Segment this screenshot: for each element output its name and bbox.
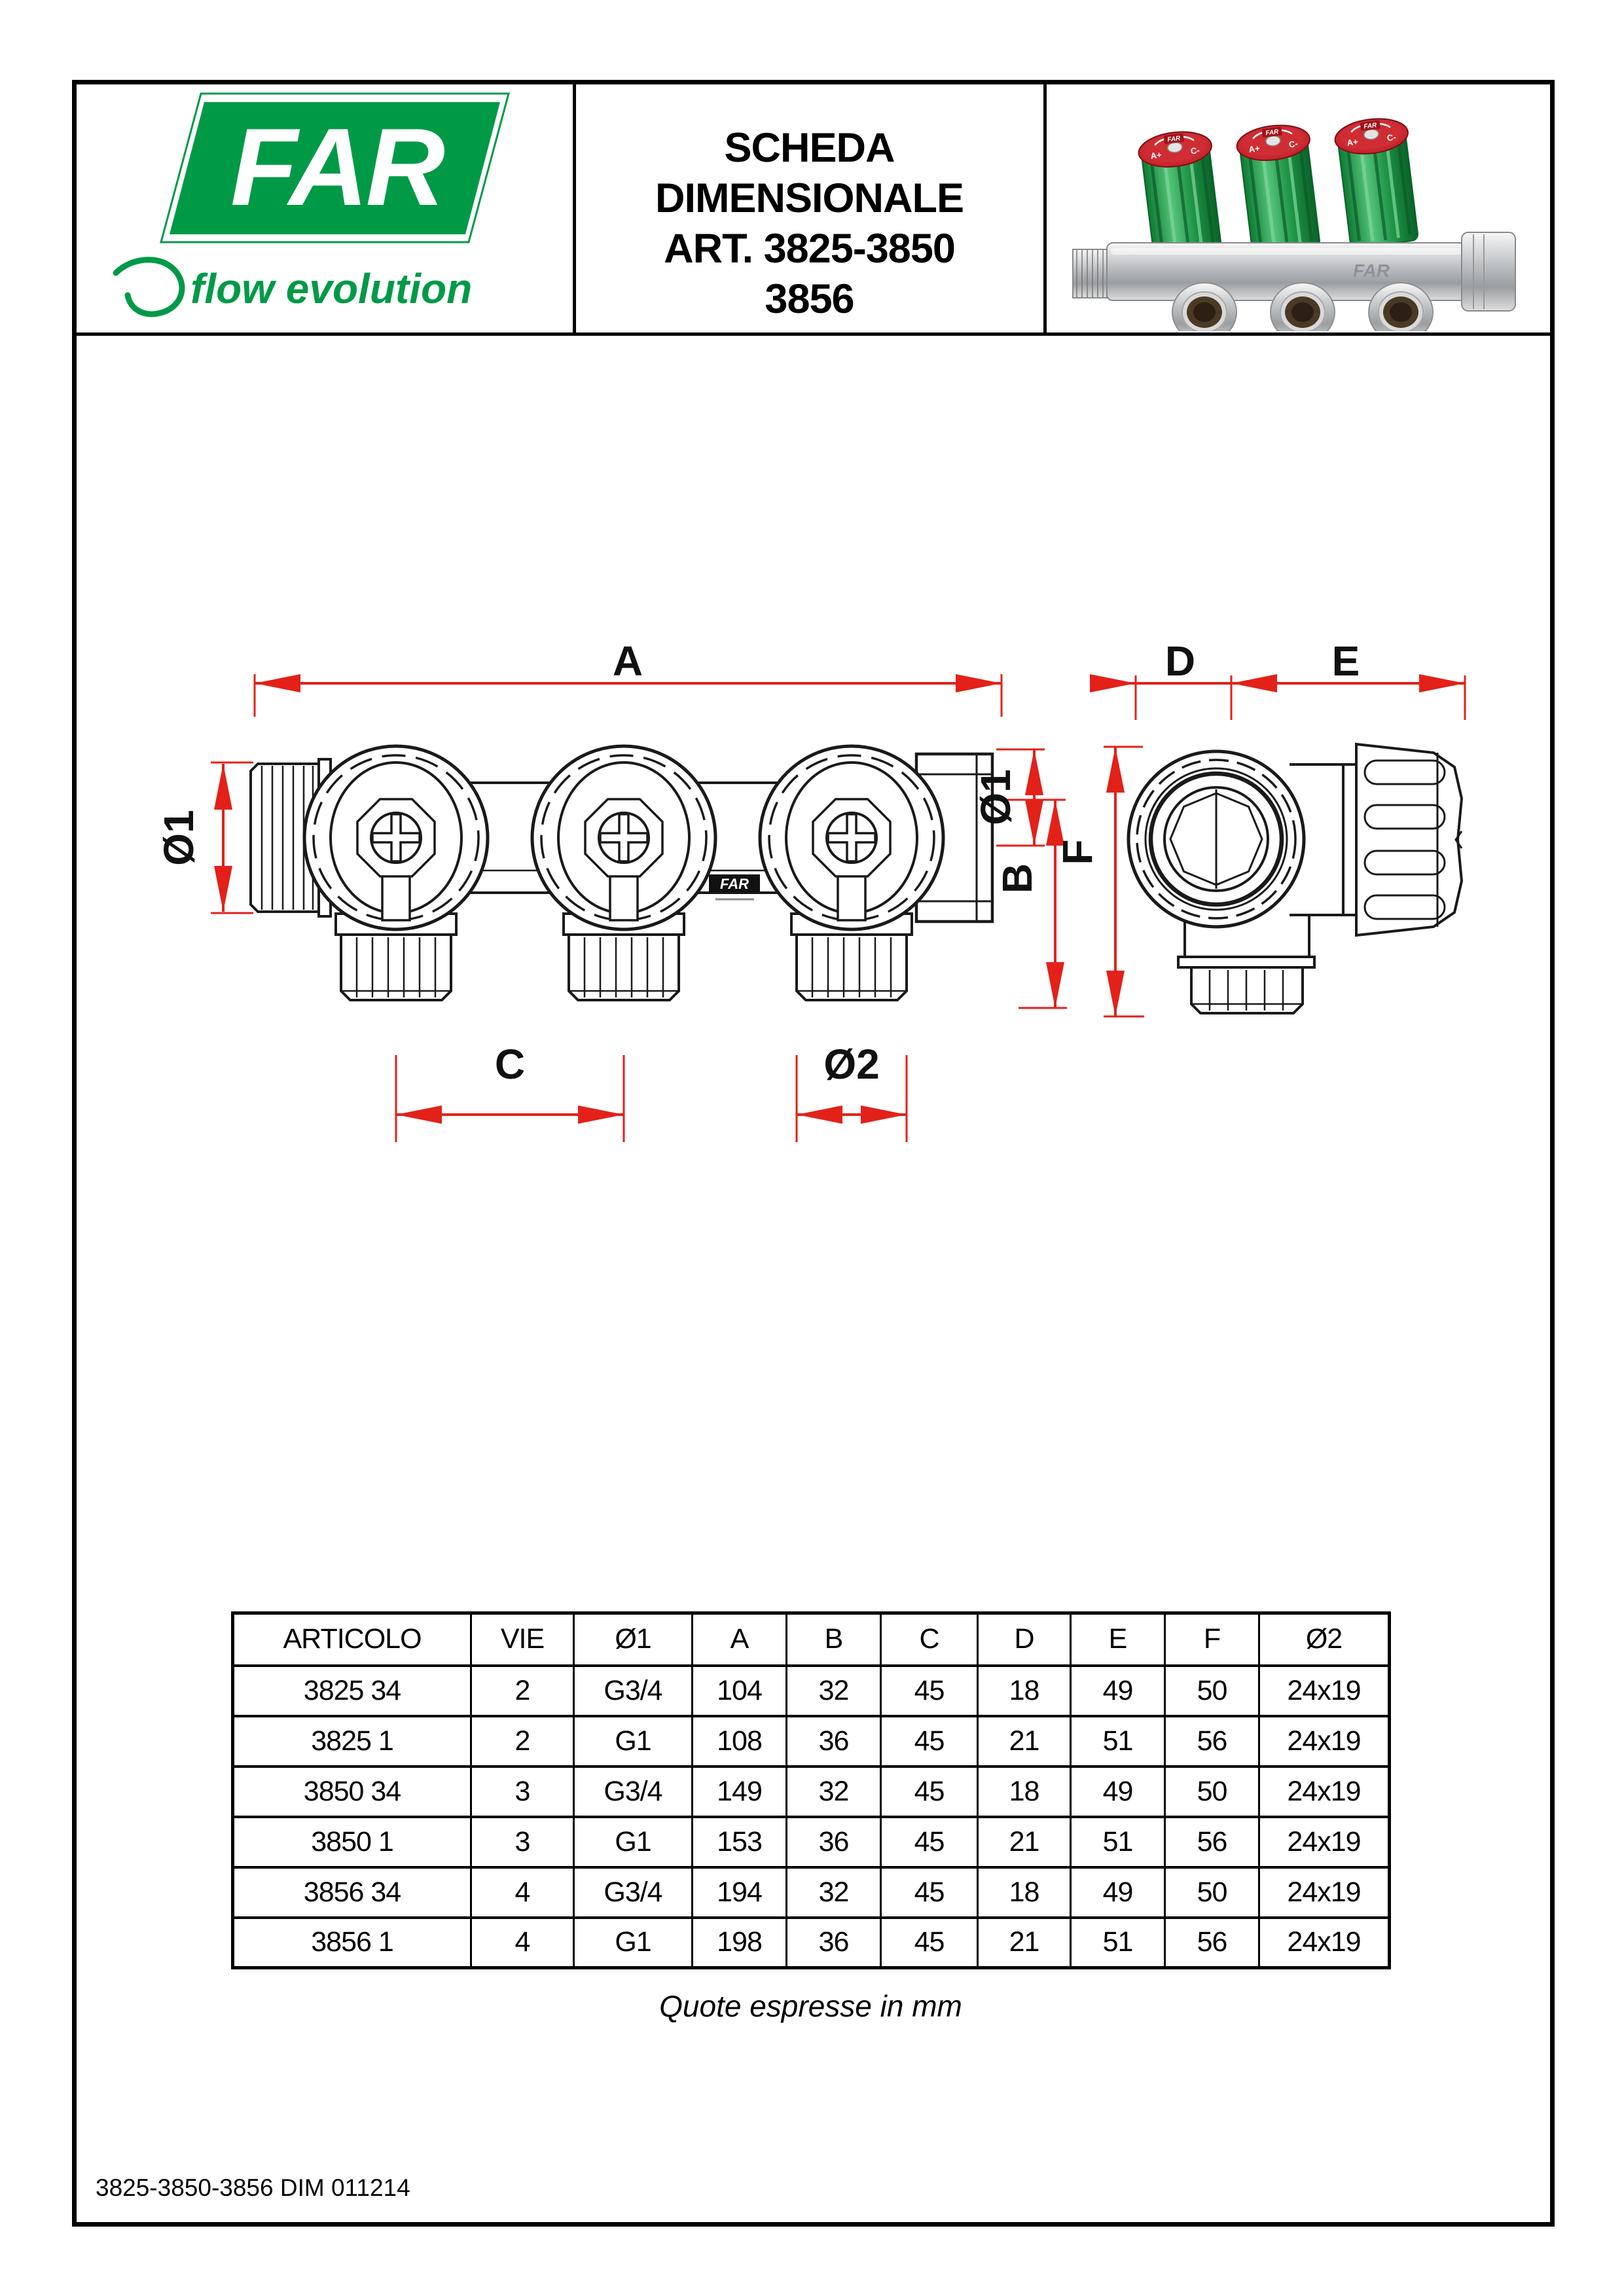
document-title [574, 123, 1045, 325]
cell-dia1: G3/4 [574, 1767, 693, 1817]
dim-label-d: D [1164, 641, 1196, 685]
cell-a: 149 [693, 1767, 787, 1817]
front-knob-1 [304, 746, 488, 1000]
cell-f: 56 [1165, 1716, 1259, 1767]
cell-e: 51 [1071, 1716, 1165, 1767]
cell-dia2: 24x19 [1259, 1867, 1390, 1918]
cell-d: 21 [978, 1716, 1071, 1767]
photo-knob-open-mark: A+ [1248, 143, 1261, 154]
col-header-articolo: ARTICOLO [233, 1613, 471, 1666]
dim-label-dia2: Ø2 [823, 1041, 880, 1088]
cell-b: 32 [787, 1666, 881, 1716]
cell-e: 49 [1071, 1867, 1165, 1918]
cell-c: 45 [881, 1867, 978, 1918]
table-header-row [233, 1613, 1390, 1666]
photo-knob-cap-brand: FAR [1363, 122, 1377, 131]
photo-knob-open-mark: A+ [1149, 149, 1163, 161]
photo-knob-close-mark: C- [1189, 145, 1200, 156]
photo-knob-close-mark: C- [1288, 138, 1299, 150]
cell-d: 18 [978, 1666, 1071, 1716]
far-logo [74, 83, 573, 332]
table-row [233, 1817, 1390, 1867]
table-row [233, 1666, 1390, 1716]
header-bottom-rule [72, 332, 1555, 336]
cell-dia2: 24x19 [1259, 1767, 1390, 1817]
cell-articolo: 3825 34 [233, 1666, 471, 1716]
far-logo-text: FAR [230, 105, 442, 228]
cell-f: 56 [1165, 1918, 1259, 1968]
col-header-b: B [787, 1613, 881, 1666]
cell-a: 194 [693, 1867, 787, 1918]
dim-label-b: B [994, 863, 1041, 894]
dim-label-a: A [612, 641, 643, 685]
photo-knob-cap-brand: FAR [1265, 128, 1279, 137]
front-knob-3 [760, 746, 943, 1000]
col-header-f: F [1165, 1613, 1259, 1666]
dim-label-dia1-left: Ø1 [155, 810, 202, 866]
side-knob-profile [1343, 744, 1462, 935]
title-line-1: SCHEDA [724, 125, 895, 171]
cell-dia1: G1 [574, 1716, 693, 1767]
cell-vie: 4 [471, 1918, 574, 1968]
cell-c: 45 [881, 1716, 978, 1767]
title-line-4: 3856 [765, 276, 854, 322]
dim-label-e: E [1331, 641, 1360, 685]
dimensions-table-container [231, 1611, 1391, 1969]
col-header-c: C [881, 1613, 978, 1666]
cell-e: 51 [1071, 1817, 1165, 1867]
front-view-drawing [251, 746, 992, 1000]
cell-articolo: 3850 1 [233, 1817, 471, 1867]
cell-f: 50 [1165, 1767, 1259, 1817]
cell-b: 36 [787, 1817, 881, 1867]
cell-f: 50 [1165, 1867, 1259, 1918]
far-body-plate-text: FAR [720, 876, 749, 892]
col-header-dia2: Ø2 [1259, 1613, 1390, 1666]
cell-d: 21 [978, 1817, 1071, 1867]
photo-knob-cap-brand: FAR [1166, 135, 1181, 144]
cell-e: 49 [1071, 1767, 1165, 1817]
product-photo [1045, 83, 1553, 331]
title-line-2: DIMENSIONALE [655, 175, 964, 221]
photo-knob-close-mark: C- [1386, 132, 1397, 143]
cell-articolo: 3856 34 [233, 1867, 471, 1918]
cell-d: 18 [978, 1767, 1071, 1817]
cell-f: 56 [1165, 1817, 1259, 1867]
cell-dia1: G1 [574, 1817, 693, 1867]
cell-articolo: 3850 34 [233, 1767, 471, 1817]
cell-vie: 2 [471, 1666, 574, 1716]
cell-vie: 2 [471, 1716, 574, 1767]
cell-vie: 4 [471, 1867, 574, 1918]
cell-f: 50 [1165, 1666, 1259, 1716]
cell-b: 36 [787, 1918, 881, 1968]
front-knob-2 [532, 746, 715, 1000]
dimensions-table [231, 1611, 1391, 1969]
cell-b: 36 [787, 1716, 881, 1767]
col-header-vie: VIE [471, 1613, 574, 1666]
table-row [233, 1867, 1390, 1918]
col-header-d: D [978, 1613, 1071, 1666]
table-row [233, 1918, 1390, 1968]
dim-label-dia1-right: Ø1 [972, 769, 1019, 825]
dim-label-c: C [494, 1041, 526, 1088]
photo-knob-2 [1235, 122, 1324, 255]
title-line-3: ART. 3825-3850 [664, 226, 955, 272]
photo-knob-open-mark: A+ [1346, 136, 1359, 148]
photo-body-brand: FAR [1353, 260, 1390, 281]
cell-a: 198 [693, 1918, 787, 1968]
swoosh-icon [116, 260, 182, 314]
document-reference: 3825-3850-3856 DIM 011214 [96, 2174, 410, 2201]
photo-knob-3 [1333, 115, 1422, 249]
col-header-dia1: Ø1 [574, 1613, 693, 1666]
cell-c: 45 [881, 1817, 978, 1867]
cell-dia1: G3/4 [574, 1666, 693, 1716]
cell-articolo: 3825 1 [233, 1716, 471, 1767]
col-header-e: E [1071, 1613, 1165, 1666]
cell-e: 49 [1071, 1666, 1165, 1716]
technical-drawing [72, 641, 1558, 1414]
dim-label-f: F [1054, 839, 1101, 865]
cell-dia2: 24x19 [1259, 1918, 1390, 1968]
far-logo-tagline: flow evolution [190, 265, 473, 312]
cell-b: 32 [787, 1867, 881, 1918]
cell-c: 45 [881, 1767, 978, 1817]
cell-dia2: 24x19 [1259, 1716, 1390, 1767]
cell-articolo: 3856 1 [233, 1918, 471, 1968]
side-view-drawing [1128, 744, 1462, 1013]
cell-c: 45 [881, 1918, 978, 1968]
cell-dia1: G1 [574, 1918, 693, 1968]
cell-c: 45 [881, 1666, 978, 1716]
cell-e: 51 [1071, 1918, 1165, 1968]
table-row [233, 1716, 1390, 1767]
cell-vie: 3 [471, 1767, 574, 1817]
cell-dia2: 24x19 [1259, 1666, 1390, 1716]
table-row [233, 1767, 1390, 1817]
photo-outlets [1172, 283, 1433, 331]
cell-a: 104 [693, 1666, 787, 1716]
cell-a: 153 [693, 1817, 787, 1867]
units-note: Quote espresse in mm [659, 1989, 962, 2023]
cell-dia1: G3/4 [574, 1867, 693, 1918]
cell-d: 18 [978, 1867, 1071, 1918]
cell-vie: 3 [471, 1817, 574, 1867]
cell-d: 21 [978, 1918, 1071, 1968]
cell-a: 108 [693, 1716, 787, 1767]
photo-knob-1 [1137, 128, 1225, 262]
side-nut-face [1128, 751, 1304, 927]
col-header-a: A [693, 1613, 787, 1666]
cell-b: 32 [787, 1767, 881, 1817]
cell-dia2: 24x19 [1259, 1817, 1390, 1867]
